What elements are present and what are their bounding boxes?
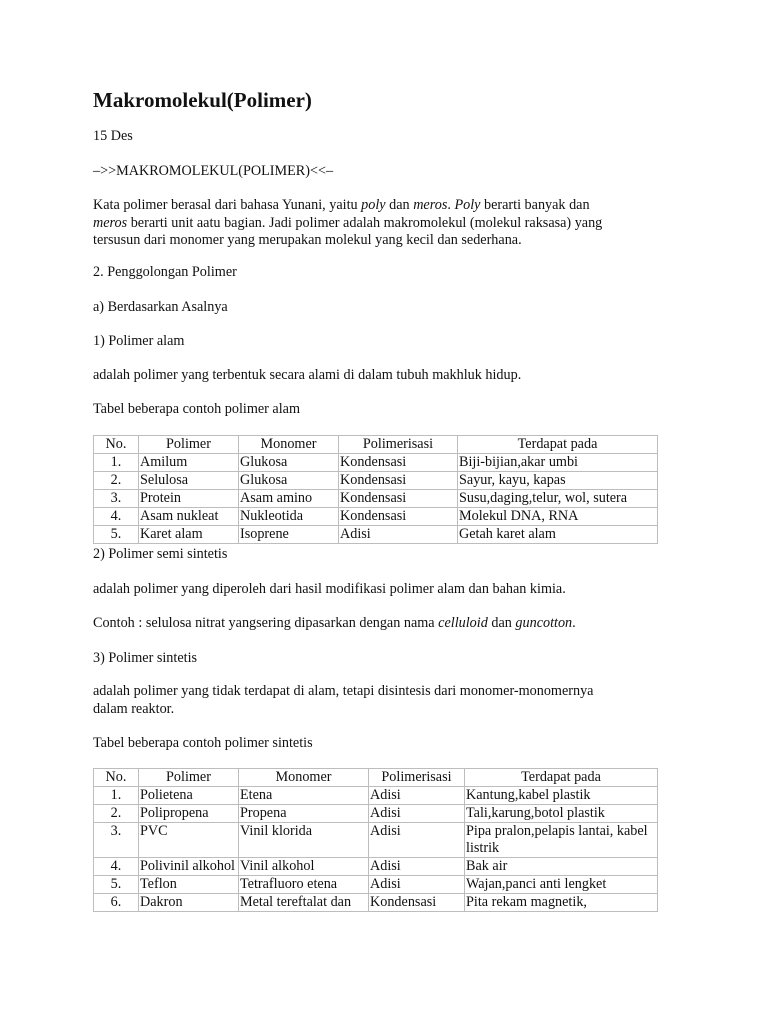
table-cell: Tali,karung,botol plastik [465,805,658,823]
table-cell: 4. [94,858,139,876]
intro-text: tersusun dari monomer yang merupakan molekul yang kecil dan sederhana. [93,232,522,248]
intro-italic: meros [93,214,128,231]
natural-polymer-table [93,435,658,544]
intro-text: berarti unit aatu bagian. Jadi polimer adalah makromolekul (molekul raksasa) yang [127,214,603,231]
column-header: Polimerisasi [339,436,458,454]
table-row [94,858,658,876]
intro-text: dan [385,197,414,213]
table-cell: Adisi [369,858,465,876]
table-cell: Adisi [369,823,465,858]
table-cell: Adisi [369,787,465,805]
page-title: Makromolekul(Polimer) [93,88,312,112]
table-cell: Karet alam [139,526,239,544]
table-cell: 2. [94,805,139,823]
table-cell: Polivinil alkohol [139,858,239,876]
table-row [94,490,658,508]
table-cell: Etena [239,787,369,805]
item-description: adalah polimer yang diperoleh dari hasil modifikasi polimer alam dan bahan kimia. [93,581,566,597]
table-cell: Asam nukleat [139,508,239,526]
table-cell: 1. [94,454,139,472]
table-header-row [94,769,658,787]
column-header: Terdapat pada [458,436,658,454]
table-cell: 1. [94,787,139,805]
subsection-heading: 2. Penggolongan Polimer [93,264,237,280]
table-cell: Amilum [139,454,239,472]
table-cell: Glukosa [239,472,339,490]
table-cell: Nukleotida [239,508,339,526]
table-row [94,454,658,472]
table-cell: Tetrafluoro etena [239,876,369,894]
table-cell: Wajan,panci anti lengket [465,876,658,894]
table-cell: Polipropena [139,805,239,823]
table-cell: 3. [94,823,139,858]
table-cell: 4. [94,508,139,526]
table-cell: Metal tereftalat dan [239,894,369,912]
table-cell: Selulosa [139,472,239,490]
table-cell: Vinil klorida [239,823,369,858]
table-row [94,472,658,490]
table-cell: Adisi [369,876,465,894]
table-cell: Kondensasi [339,490,458,508]
table-cell: Kondensasi [369,894,465,912]
table-row [94,876,658,894]
date-text: 15 Des [93,128,133,144]
table-cell: Dakron [139,894,239,912]
example-text-part: Contoh : selulosa nitrat yangsering dipasarkan dengan nama [93,615,439,631]
table-caption: Tabel beberapa contoh polimer sintetis [93,735,313,751]
example-text-part: dan [487,615,516,631]
intro-text: Kata polimer berasal dari bahasa Yunani, yaitu [93,197,362,213]
table-row [94,508,658,526]
table-cell: Polietena [139,787,239,805]
column-header: No. [94,436,139,454]
table-cell: Kantung,kabel plastik [465,787,658,805]
intro-text: . [447,197,455,213]
table-cell: Isoprene [239,526,339,544]
intro-paragraph [93,197,659,250]
table-header-row [94,436,658,454]
table-cell: Glukosa [239,454,339,472]
item-description [93,683,659,718]
section-heading [93,163,659,181]
table-caption: Tabel beberapa contoh polimer alam [93,401,300,417]
table-cell: Pipa pralon,pelapis lantai, kabel listrik [465,823,658,858]
item-description: adalah polimer yang terbentuk secara alami di dalam tubuh makhluk hidup. [93,367,522,383]
table-row [94,787,658,805]
table-cell: Asam amino [239,490,339,508]
column-header: Terdapat pada [465,769,658,787]
table-cell: 3. [94,490,139,508]
section-heading-text: –>>MAKROMOLEKUL(POLIMER)<<– [93,163,334,179]
intro-text: berarti banyak dan [480,197,590,213]
table-cell: Pita rekam magnetik, [465,894,658,912]
column-header: Polimerisasi [369,769,465,787]
table-cell: Kondensasi [339,454,458,472]
table-cell: Adisi [339,526,458,544]
table-cell: PVC [139,823,239,858]
example-text-part: . [572,615,576,631]
table-cell: Adisi [369,805,465,823]
table-cell: Sayur, kayu, kapas [458,472,658,490]
column-header: Monomer [239,436,339,454]
intro-italic: meros [413,197,448,213]
table-cell: Propena [239,805,369,823]
example-italic: celluloid [438,615,488,631]
table-cell: Kondensasi [339,472,458,490]
column-header: Polimer [139,436,239,454]
intro-italic: Poly [454,197,481,213]
synthetic-polymer-table [93,768,658,912]
item-heading: 1) Polimer alam [93,333,185,349]
table-cell: 2. [94,472,139,490]
subsection-heading: a) Berdasarkan Asalnya [93,299,228,315]
example-italic: guncotton [515,615,573,631]
table-cell: Bak air [465,858,658,876]
table-cell: Biji-bijian,akar umbi [458,454,658,472]
table-row [94,526,658,544]
intro-italic: poly [361,197,386,213]
table-cell: 5. [94,526,139,544]
table-cell: Kondensasi [339,508,458,526]
table-row [94,805,658,823]
description-line: adalah polimer yang tidak terdapat di alam, tetapi disintesis dari monomer-monomernya [93,683,594,699]
column-header: No. [94,769,139,787]
item-heading: 3) Polimer sintetis [93,650,198,666]
table-row [94,823,658,858]
description-line: dalam reaktor. [93,700,175,717]
item-heading: 2) Polimer semi sintetis [93,546,228,562]
table-cell: Teflon [139,876,239,894]
column-header: Monomer [239,769,369,787]
table-cell: Protein [139,490,239,508]
table-row [94,894,658,912]
table-cell: 5. [94,876,139,894]
table-cell: Vinil alkohol [239,858,369,876]
column-header: Polimer [139,769,239,787]
table-cell: 6. [94,894,139,912]
table-cell: Getah karet alam [458,526,658,544]
table-cell: Susu,daging,telur, wol, sutera [458,490,658,508]
table-cell: Molekul DNA, RNA [458,508,658,526]
example-text [93,615,659,633]
